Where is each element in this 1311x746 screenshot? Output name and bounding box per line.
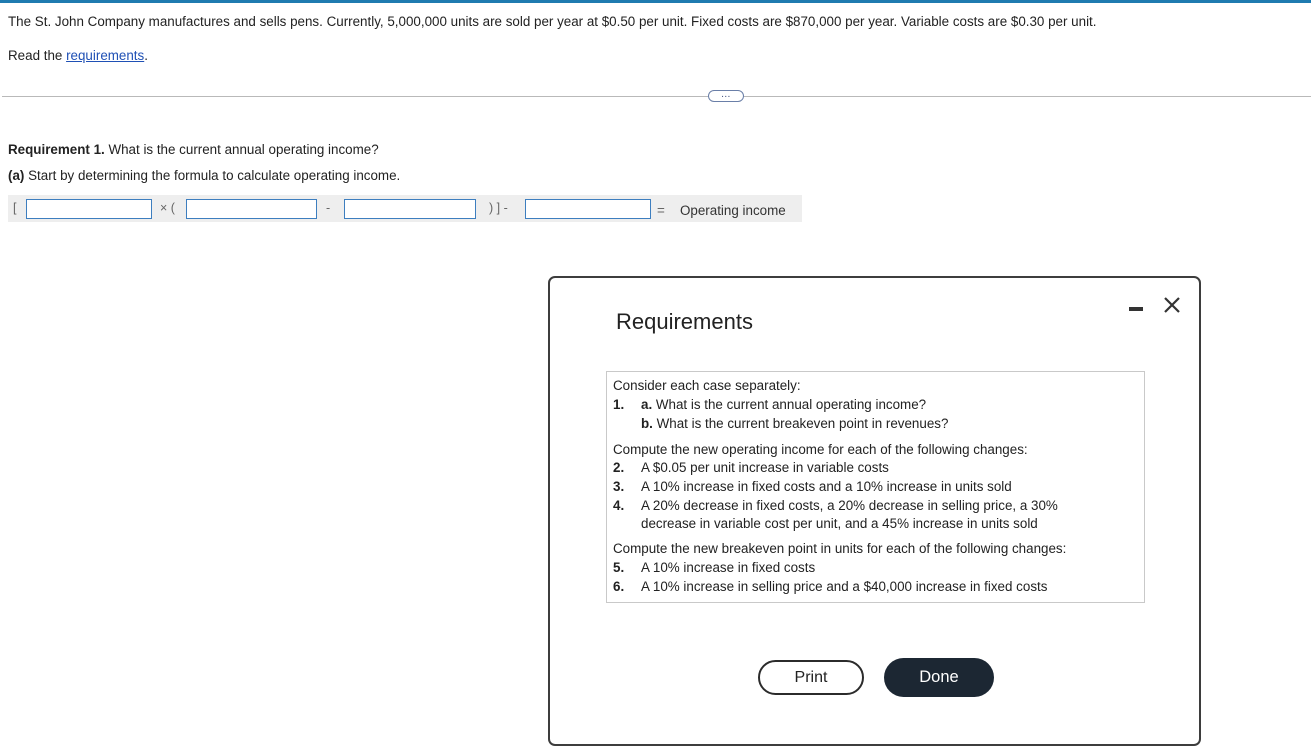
section-divider (2, 96, 1311, 97)
item-1a-label: a. (641, 397, 653, 412)
item-5-number: 5. (613, 560, 625, 575)
requirements-dialog (548, 276, 1201, 746)
read-suffix: . (144, 48, 148, 63)
item-2-number: 2. (613, 460, 625, 475)
done-button[interactable]: Done (884, 658, 994, 697)
requirement-1-question: What is the current annual operating income? (104, 142, 379, 157)
formula-input-3[interactable] (344, 199, 476, 219)
read-requirements-line (8, 48, 148, 63)
part-a-instruction (8, 168, 400, 183)
requirements-intro: Consider each case separately: (613, 378, 801, 393)
print-button[interactable]: Print (758, 660, 864, 695)
close-bracket-minus-symbol: ) ] - (489, 201, 508, 215)
item-1b (641, 416, 948, 431)
item-4-text: A 20% decrease in fixed costs, a 20% decrease in selling price, a 30% (641, 498, 1058, 513)
formula-input-2[interactable] (186, 199, 317, 219)
requirement-1-heading (8, 142, 379, 157)
dialog-title: Requirements (616, 309, 753, 334)
item-3-text: A 10% increase in fixed costs and a 10% increase in units sold (641, 479, 1012, 494)
minimize-icon[interactable] (1129, 307, 1143, 311)
times-paren-symbol: × ( (160, 201, 175, 215)
formula-input-1[interactable] (26, 199, 152, 219)
breakeven-intro: Compute the new breakeven point in units for each of the following changes: (613, 541, 1067, 556)
operating-income-label: Operating income (680, 203, 786, 218)
item-1a (641, 397, 926, 412)
requirement-1-label: Requirement 1. (8, 142, 105, 157)
part-a-label: (a) (8, 168, 25, 183)
item-1a-text: What is the current annual operating income? (652, 397, 927, 412)
requirements-link[interactable]: requirements (66, 48, 145, 63)
part-a-text: Start by determining the formula to calculate operating income. (24, 168, 401, 183)
close-icon[interactable] (1161, 294, 1183, 316)
item-4-text-continued: decrease in variable cost per unit, and a 45% increase in units sold (641, 516, 1038, 531)
formula-row (8, 195, 802, 222)
formula-input-4[interactable] (525, 199, 651, 219)
requirements-list-box (606, 371, 1145, 603)
item-1b-text: What is the current breakeven point in revenues? (652, 416, 949, 431)
item-1-number: 1. (613, 397, 625, 412)
item-6-number: 6. (613, 579, 625, 594)
top-accent-bar (0, 0, 1311, 3)
open-bracket: [ (13, 201, 17, 215)
item-6-text: A 10% increase in selling price and a $40,000 increase in fixed costs (641, 579, 1048, 594)
expand-more-button[interactable]: … (708, 90, 744, 102)
item-5-text: A 10% increase in fixed costs (641, 560, 816, 575)
operating-income-intro: Compute the new operating income for each of the following changes: (613, 442, 1028, 457)
problem-statement: The St. John Company manufactures and sells pens. Currently, 5,000,000 units are sold per year at $0.50 per unit. Fixed costs are $870,000 per year. Variable costs are $0.30 per unit. (8, 14, 1097, 29)
item-4-number: 4. (613, 498, 625, 513)
item-1b-label: b. (641, 416, 653, 431)
item-3-number: 3. (613, 479, 625, 494)
item-2-text: A $0.05 per unit increase in variable costs (641, 460, 889, 475)
read-prefix: Read the (8, 48, 67, 63)
minus-symbol: - (326, 201, 331, 215)
equals-symbol: = (657, 203, 665, 218)
